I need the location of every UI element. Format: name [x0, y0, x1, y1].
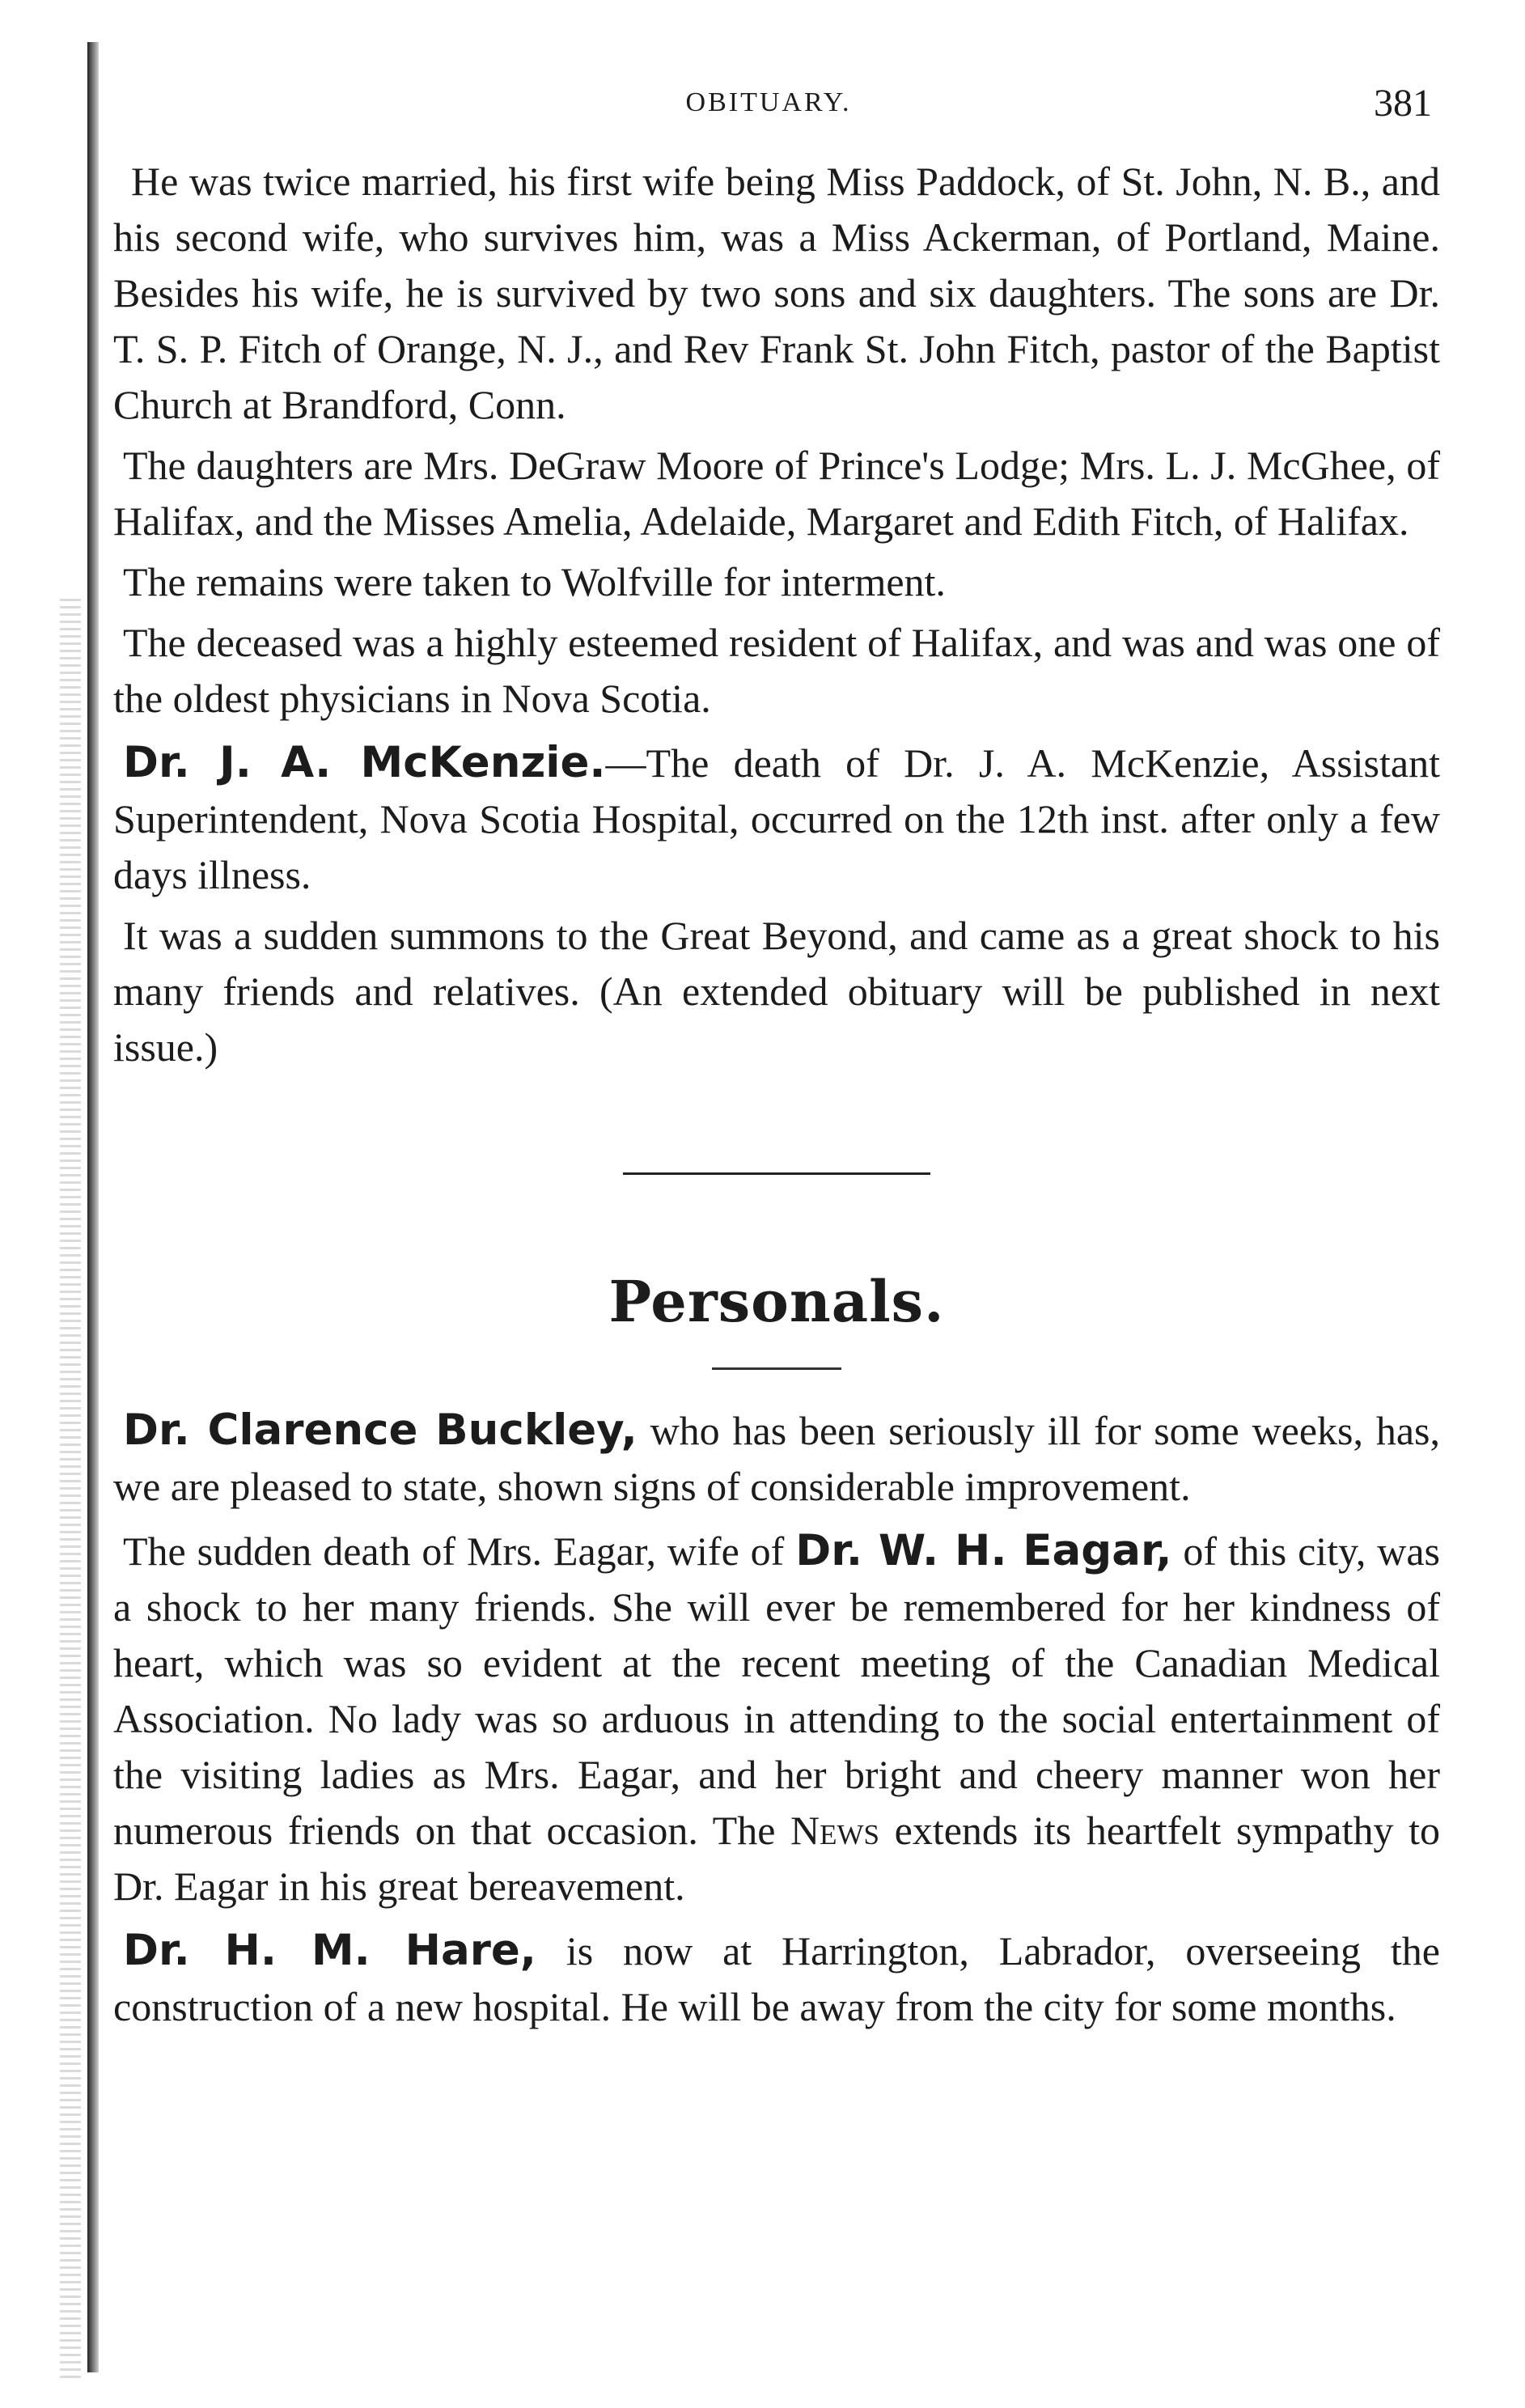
news-masthead: News — [790, 1808, 880, 1853]
buckley-paragraph — [113, 1402, 1440, 1515]
page-number: 381 — [1374, 82, 1432, 125]
mckenzie-text: —The death of Dr. J. A. McKenzie, Assistant Superintendent, Nova Scotia Hospital, occurred on the 12th inst. after only a few days illness. — [113, 740, 1440, 897]
buckley-name: Dr. Clarence Buckley, — [123, 1405, 638, 1455]
fitch-paragraph-4: The deceased was a highly esteemed resident of Halifax, and was and was one of the oldest physicians in Nova Scotia. — [113, 620, 1440, 721]
eagar-name: Dr. W. H. Eagar, — [795, 1526, 1172, 1575]
hare-text: is now at Harrington, Labrador, overseeing the construction of a new hospital. He will be away from the city for some months. — [113, 1928, 1440, 2029]
mckenzie-paragraph-1 — [113, 735, 1440, 903]
binding-edge — [60, 599, 81, 2379]
fitch-paragraph-2: The daughters are Mrs. DeGraw Moore of Prince's Lodge; Mrs. L. J. McGhee, of Halifax, and the Misses Amelia, Adelaide, Margaret and Edith Fitch, of Halifax. — [113, 443, 1440, 544]
mckenzie-name: Dr. J. A. McKenzie. — [123, 738, 606, 787]
page-body — [113, 154, 1440, 2040]
eagar-paragraph — [113, 1523, 1440, 1914]
fitch-paragraph-1: He was twice married, his first wife being Miss Paddock, of St. John, N. B., and his second wife, who survives him, was a Miss Ackerman, of Portland, Maine. Besides his wife, he is survived by two sons and six daughters. The sons are Dr. T. S. P. Fitch of Orange, N. J., and Rev Frank St. John Fitch, pastor of the Baptist Church at Brandford, Conn. — [113, 159, 1440, 427]
running-head: OBITUARY. — [685, 87, 852, 117]
section-divider — [623, 1172, 930, 1175]
hare-paragraph — [113, 1923, 1440, 2035]
hare-name: Dr. H. M. Hare, — [123, 1926, 536, 1975]
mckenzie-paragraph-2: It was a sudden summons to the Great Beyond, and came as a great shock to his many friends and relatives. (An extended obituary will be published in next issue.) — [113, 913, 1440, 1070]
heading-rule — [712, 1367, 841, 1370]
personals-heading: Personals. — [608, 1268, 945, 1335]
eagar-text-3: extends its heartfelt sympathy to Dr. Eagar in his great bereavement. — [113, 1808, 1440, 1909]
binding-shadow — [87, 42, 99, 2372]
eagar-text-2: of this city, was a shock to her many friends. She will ever be remembered for her kindness of heart, which was so evident at the recent meeting of the Canadian Medical Association. No lady was so arduous in attending to the social entertainment of the visiting ladies as Mrs. Eagar, and her bright and cheery manner won her numerous friends on that occasion. The — [113, 1528, 1440, 1853]
page-header — [105, 81, 1432, 129]
fitch-paragraph-3: The remains were taken to Wolfville for interment. — [123, 559, 946, 604]
eagar-text-1: The sudden death of Mrs. Eagar, wife of — [123, 1528, 796, 1574]
buckley-text: who has been seriously ill for some weeks, has, we are pleased to state, shown signs of considerable improvement. — [113, 1408, 1440, 1509]
